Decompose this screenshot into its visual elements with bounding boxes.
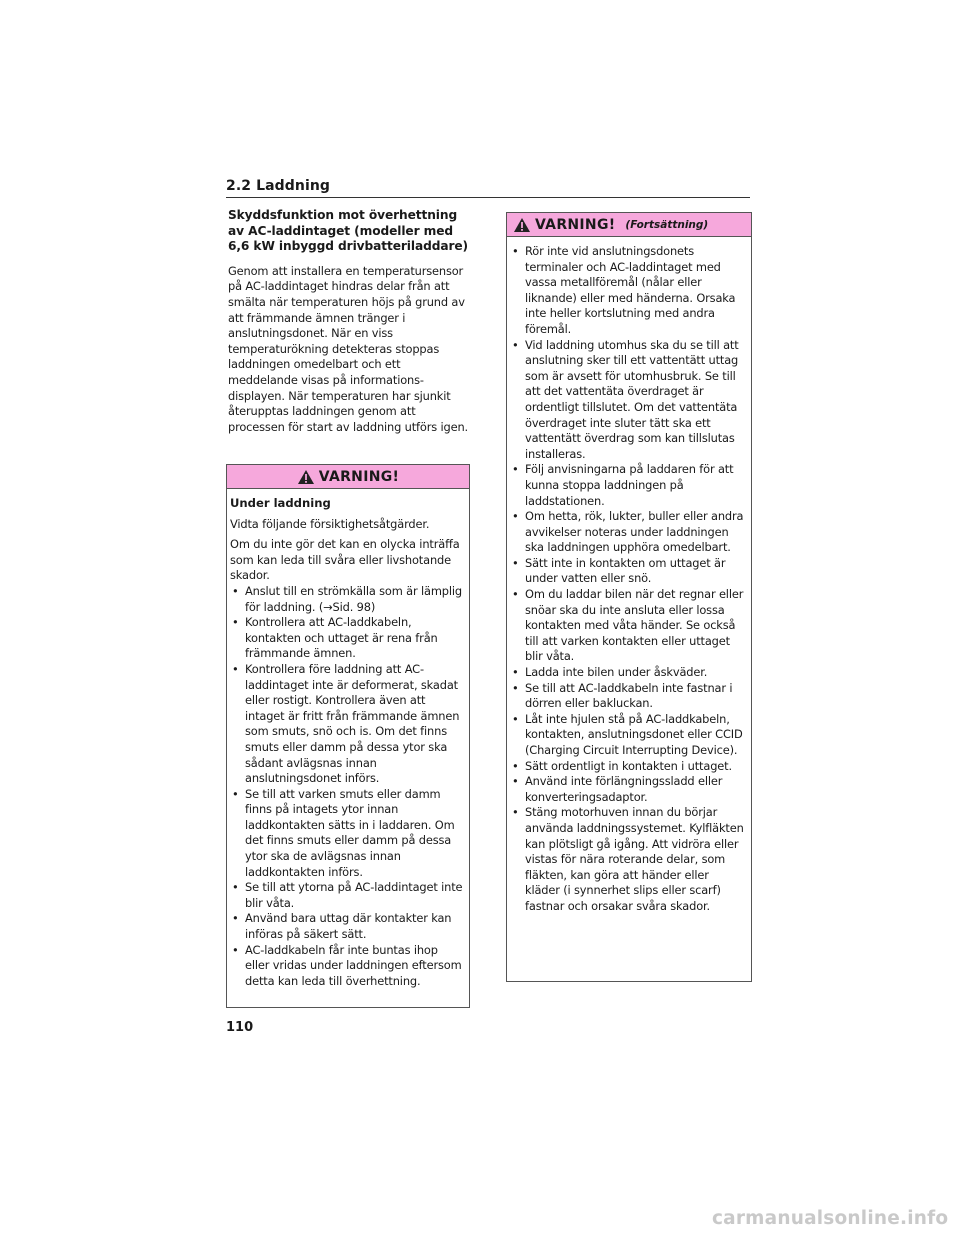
warning-box-charging — [226, 464, 470, 1008]
list-item: • Kontrollera att AC-laddkabeln, kontakten och uttaget är rena från främmande ämnen. — [230, 615, 465, 662]
section-header: 2.2 Laddning — [226, 178, 750, 198]
warning-paragraph-2: Om du inte gör det kan en olycka inträffa som kan leda till svåra eller livshotande skador. — [230, 537, 460, 583]
list-item: • Ladda inte bilen under åskväder. — [510, 665, 747, 681]
list-item: • Följ anvisningarna på laddaren för att kunna stoppa laddningen på laddstationen. — [510, 462, 747, 509]
list-item: • Vid laddning utomhus ska du se till att anslutning sker till ett vattentätt uttag som är avsett för utomhusbruk. Se till att det vattentäta överdraget är ordentligt tillslutet. Om det vattentäta överdraget inte sluter tätt ska ett vattentätt överdrag som kan tillslutas installeras. — [510, 338, 747, 463]
list-item: • Sätt ordentligt in kontakten i uttaget. — [510, 759, 747, 775]
list-item: • Se till att ytorna på AC-laddintaget inte blir våta. — [230, 880, 465, 911]
warning-title: VARNING! — [318, 468, 400, 485]
page-number: 110 — [226, 1020, 254, 1035]
warning-continued-label: (Fortsättning) — [625, 218, 709, 231]
warning-header-continued — [507, 213, 751, 237]
list-item: • Om du laddar bilen när det regnar eller snöar ska du inte ansluta eller lossa kontakten med våta händer. Se också till att varken kontakten eller uttaget blir våta. — [510, 587, 747, 665]
warning-triangle-icon — [513, 217, 531, 233]
list-item: • Se till att AC-laddkabeln inte fastnar i dörren eller bakluckan. — [510, 681, 747, 712]
list-item: • Se till att varken smuts eller damm finns på intagets ytor innan laddkontakten sätts in i laddaren. Om det finns smuts eller damm på dessa ytor ska de avlägsnas innan laddkontakten införs. — [230, 787, 465, 881]
warning-triangle-icon — [297, 469, 315, 485]
list-item: • AC-laddkabeln får inte buntas ihop eller vridas under laddningen eftersom detta kan leda till överhettning. — [230, 943, 465, 990]
warning-header — [227, 465, 469, 489]
warning-bullet-list — [230, 584, 465, 989]
list-item: • Stäng motorhuven innan du börjar använda laddningssystemet. Kylfläkten kan plötsligt gå igång. Att vidröra eller vistas för nära roterande delar, som fläkten, kan göra att händer eller kläder (i synnerhet slips eller scarf) fastnar och orsakar svåra skador. — [510, 805, 747, 914]
overheat-protection-paragraph: Genom att installera en temperatursensor på AC-laddintaget hindras delar från att smälta när temperaturen höjs på grund av att främmande ämnen tränger i anslutningsdonet. När en viss temperaturökning detekteras stoppas laddningen omedelbart och ett meddelande visas på informations-displayen. När temperaturen har sjunkit återupptas laddningen genom att processen för start av laddning utförs igen. — [228, 263, 469, 434]
list-item: • Låt inte hjulen stå på AC-laddkabeln, kontakten, anslutningsdonet eller CCID (Charging Circuit Interrupting Device). — [510, 712, 747, 759]
list-item: • Använd bara uttag där kontakter kan införas på säkert sätt. — [230, 911, 465, 942]
list-item: • Rör inte vid anslutningsdonets terminaler och AC-laddintaget med vassa metallföremål (nålar eller liknande) eller med händerna. Orsaka inte heller kortslutning med andra föremål. — [510, 244, 747, 338]
warning-bullet-list-continued — [510, 244, 747, 915]
list-item: • Om hetta, rök, lukter, buller eller andra avvikelser noteras under laddningen ska laddningen upphöra omedelbart. — [510, 509, 747, 556]
warning-box-continued — [506, 212, 752, 982]
watermark[interactable]: carmanualsonline.info — [712, 1208, 949, 1229]
left-column — [228, 208, 470, 435]
list-item: • Använd inte förlängningssladd eller konverteringsadaptor. — [510, 774, 747, 805]
list-item: • Kontrollera före laddning att AC-laddintaget inte är deformerat, skadat eller rostigt. Kontrollera även att intaget är fritt från främmande ämnen som smuts, snö och is. Om det finns smuts eller damm på dessa ytor ska sådant avlägsnas innan anslutningsdonet införs. — [230, 662, 465, 787]
warning-paragraph-1: Vidta följande försiktighetsåtgärder. — [230, 516, 430, 531]
warning-body — [227, 489, 469, 989]
list-item: • Anslut till en strömkälla som är lämplig för laddning. (→Sid. 98) — [230, 584, 465, 615]
warning-subtitle: Under laddning — [230, 496, 331, 510]
overheat-protection-heading: Skyddsfunktion mot överhettning av AC-laddintaget (modeller med 6,6 kW inbyggd drivbatteriladdare) — [228, 208, 468, 254]
warning-title: VARNING! — [535, 216, 616, 233]
warning-body-continued — [507, 237, 751, 915]
list-item: • Sätt inte in kontakten om uttaget är under vatten eller snö. — [510, 556, 747, 587]
